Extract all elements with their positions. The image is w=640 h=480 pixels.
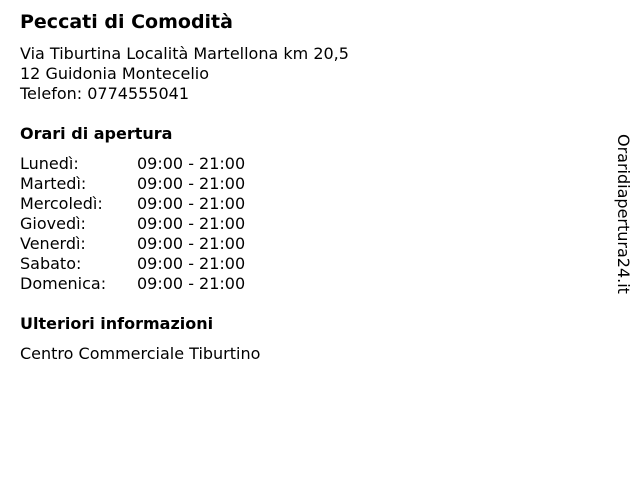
shop-name: Peccati di Comodità [20,11,233,33]
hours-row-monday [20,154,280,174]
hours-row-sunday [20,274,280,294]
hours-row-saturday [20,254,280,274]
opening-hours-list [20,154,280,294]
time-range: 09:00 - 21:00 [137,174,246,193]
day-label: Lunedì: [20,154,79,173]
address-street: Via Tiburtina Località Martellona km 20,5 [20,44,349,63]
day-label: Martedì: [20,174,87,193]
day-label: Mercoledì: [20,194,103,213]
more-info-text: Centro Commerciale Tiburtino [20,344,261,363]
opening-hours-heading: Orari di apertura [20,124,173,143]
time-range: 09:00 - 21:00 [137,194,246,213]
watermark-text: Oraridiapertura24.it [614,134,633,294]
hours-row-tuesday [20,174,280,194]
site-watermark [613,134,633,309]
day-label: Venerdì: [20,234,86,253]
day-label: Sabato: [20,254,82,273]
hours-row-friday [20,234,280,254]
address-city: 12 Guidonia Montecelio [20,64,210,83]
time-range: 09:00 - 21:00 [137,214,246,233]
shop-address [20,44,349,104]
hours-row-thursday [20,214,280,234]
time-range: 09:00 - 21:00 [137,274,246,293]
time-range: 09:00 - 21:00 [137,154,246,173]
day-label: Giovedì: [20,214,86,233]
time-range: 09:00 - 21:00 [137,254,246,273]
day-label: Domenica: [20,274,107,293]
time-range: 09:00 - 21:00 [137,234,246,253]
phone-number: Telefon: 0774555041 [20,84,190,103]
more-info-heading: Ulteriori informazioni [20,314,214,333]
hours-row-wednesday [20,194,280,214]
